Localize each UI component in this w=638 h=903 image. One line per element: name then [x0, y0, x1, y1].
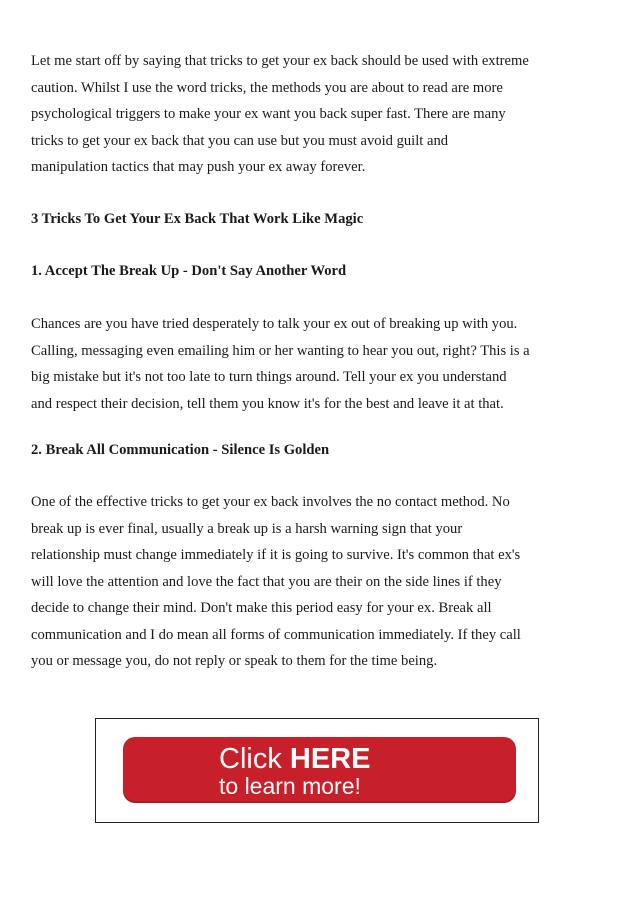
intro-paragraph [31, 48, 606, 181]
cta-click-text: Click [219, 743, 290, 775]
section-1-line: big mistake but it's not too late to turn things around. Tell your ex you understand [31, 369, 507, 385]
section-1-heading: 1. Accept The Break Up - Don't Say Another Word [31, 263, 347, 279]
main-heading: 3 Tricks To Get Your Ex Back That Work Like Magic [31, 211, 364, 227]
section-1-line: Chances are you have tried desperately to talk your ex out of breaking up with you. [31, 316, 518, 332]
cta-line-1 [219, 745, 370, 774]
click-here-button[interactable] [123, 737, 516, 803]
intro-line: caution. Whilst I use the word tricks, the methods you are about to read are more [31, 79, 503, 96]
section-1-paragraph [31, 311, 606, 417]
section-2-paragraph [31, 489, 606, 675]
intro-line: Let me start off by saying that tricks to get your ex back should be used with extreme [31, 53, 529, 69]
section-2-line: relationship must change immediately if it is going to survive. It's common that ex's [31, 547, 521, 563]
section-2-line: will love the attention and love the fact that you are their on the side lines if they [31, 573, 502, 590]
intro-line: manipulation tactics that may push your ex away forever. [31, 159, 366, 175]
section-1-line: Calling, messaging even emailing him or her wanting to hear you out, right? This is a [31, 342, 530, 359]
intro-line: psychological triggers to make your ex want you back super fast. There are many [31, 106, 506, 122]
section-1-line: and respect their decision, tell them you know it's for the best and leave it at that. [31, 395, 504, 412]
cta-learn-more-text: to learn more! [219, 773, 361, 799]
cta-here-text: HERE [289, 743, 371, 775]
cta-banner-frame [95, 718, 539, 823]
intro-line: tricks to get your ex back that you can use but you must avoid guilt and [31, 132, 449, 149]
section-2-line: decide to change their mind. Don't make this period easy for your ex. Break all [31, 600, 492, 616]
section-2-line: break up is ever final, usually a break up is a harsh warning sign that your [31, 520, 463, 537]
section-2-heading: 2. Break All Communication - Silence Is Golden [31, 442, 330, 458]
section-2-line: One of the effective tricks to get your ex back involves the no contact method. No [31, 494, 510, 510]
section-2-line: communication and I do mean all forms of communication immediately. If they call [31, 626, 521, 643]
section-2-line: you or message you, do not reply or speak to them for the time being. [31, 653, 438, 669]
